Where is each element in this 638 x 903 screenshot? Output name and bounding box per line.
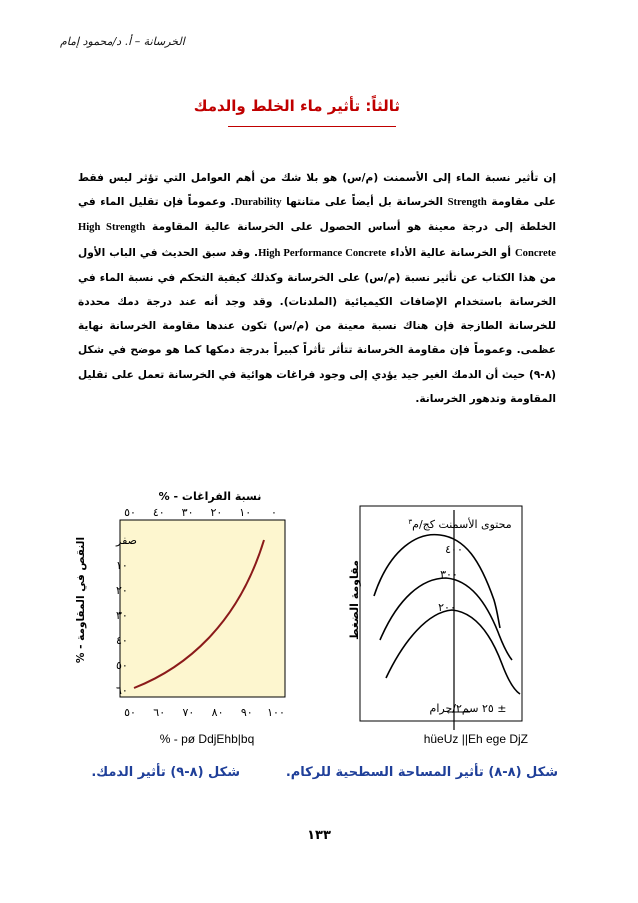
caption-left-figure: شكل (٨-٨) تأثير المساحة السطحية للركام.	[285, 765, 558, 780]
bottom-tick-label: ٦٠	[153, 706, 166, 719]
top-tick-label: ٣٠	[181, 506, 194, 519]
body-text-3: . وعموماً فإن تقليل الماء في الخلطة إلى درجة معينة هو أساس الحصول على الخرسانة عالية المقاومة	[78, 196, 556, 234]
top-tick-label: ٤٠	[152, 506, 165, 519]
figure-right-top-ticks	[124, 506, 277, 519]
bottom-tick-label: ٩٠	[240, 706, 253, 719]
curve-label-300: ٣٠٠	[440, 568, 458, 581]
left-tick-label: ٤٠	[116, 634, 128, 647]
curve-300	[380, 578, 512, 660]
left-tick-label: ٦٠	[116, 684, 128, 697]
term-high-strength: High Strength Concrete	[78, 222, 556, 259]
bottom-tick-label: ١٠٠	[267, 706, 285, 719]
top-tick-label: ٢٠	[210, 506, 223, 519]
page-number: ١٣٣	[307, 828, 331, 843]
figure-right-bottom-axis-label: % - pø DdjEhb|bq	[159, 732, 255, 746]
left-tick-label: صفر	[116, 534, 137, 547]
body-text-5: . وقد سبق الحديث في الباب الأول من هذا الكتاب عن تأثير نسبة (م/س) على الخرسانة وكذلك كيفية التحكم في نسبة الماء في الخرسانة باستخدام الإضافات الكيميائية (الملدنات). وقد وجد أنه عند درجة دمك محددة للخرسانة الطازجة فإن هناك نسبة معينة من (م/س) تكون عندها مقاومة الخرسانة نهاية عظمى. وعموماً فإن مقاومة الخرسانة تتأثر تأثراً كبيراً بدرجة دمكها كما هو موضح في شكل (٨-٩) حيث أن الدمك الغير جيد يؤدي إلى وجود فراغات هوائية في الخرسانة تعمل على تقليل المقاومة وتدهور الخرسانة.	[78, 246, 556, 405]
figure-left-x-axis-label: hüeUz ||Eh ege DjZ	[423, 732, 528, 746]
figure-right-top-axis-label: نسبة الفراغات - %	[158, 490, 262, 503]
left-tick-label: ٣٠	[116, 609, 128, 622]
figure-right-bottom-ticks	[124, 706, 285, 719]
header-note: الخرسانة – أ. د/محمود إمام	[60, 35, 185, 48]
curve-label-400: ٤٠٠	[445, 543, 463, 556]
figure-left	[348, 506, 528, 746]
caption-right-figure: شكل (٨-٩) تأثير الدمك.	[91, 765, 240, 780]
curve-200	[386, 610, 520, 694]
figure-left-cement-label: محتوى الأسمنت كج/م$^٣$	[408, 518, 512, 531]
body-text-2: الخرسانة بل أيضاً على متانتها	[281, 196, 448, 209]
figure-left-annotation: ± ٢٥ سم٢/جرام	[429, 702, 507, 715]
curve-label-200: ٢٠٠	[438, 601, 456, 614]
term-high-performance: High Performance Concrete	[258, 247, 387, 259]
figure-right-left-axis-label: النقص في المقاومة - %	[75, 536, 87, 664]
top-tick-label: ٥٠	[124, 506, 136, 519]
top-tick-label: ١٠	[239, 506, 252, 519]
top-tick-label: ٠	[271, 506, 277, 519]
bottom-tick-label: ٧٠	[182, 706, 195, 719]
figure-right	[75, 490, 285, 746]
body-text-1: إن تأثير نسبة الماء إلى الأسمنت (م/س) هو بلا شك من أهم العوامل التي تؤثر ليس فقط على مقاومة	[78, 172, 556, 209]
figure-left-y-axis-label: مقاومة الضغط	[348, 560, 361, 640]
term-durability: Durability	[234, 197, 282, 209]
figure-right-plot-area	[120, 520, 285, 697]
bottom-tick-label: ٥٠	[124, 706, 136, 719]
left-tick-label: ٥٠	[116, 659, 128, 672]
bottom-tick-label: ٨٠	[211, 706, 224, 719]
left-tick-label: ١٠	[116, 559, 128, 572]
body-text-4: أو الخرسانة عالية الأداء	[386, 246, 515, 259]
section-title: ثالثاً: تأثير ماء الخلط والدمك	[193, 97, 400, 115]
term-strength: Strength	[447, 197, 487, 209]
left-tick-label: ٢٠	[116, 584, 128, 597]
